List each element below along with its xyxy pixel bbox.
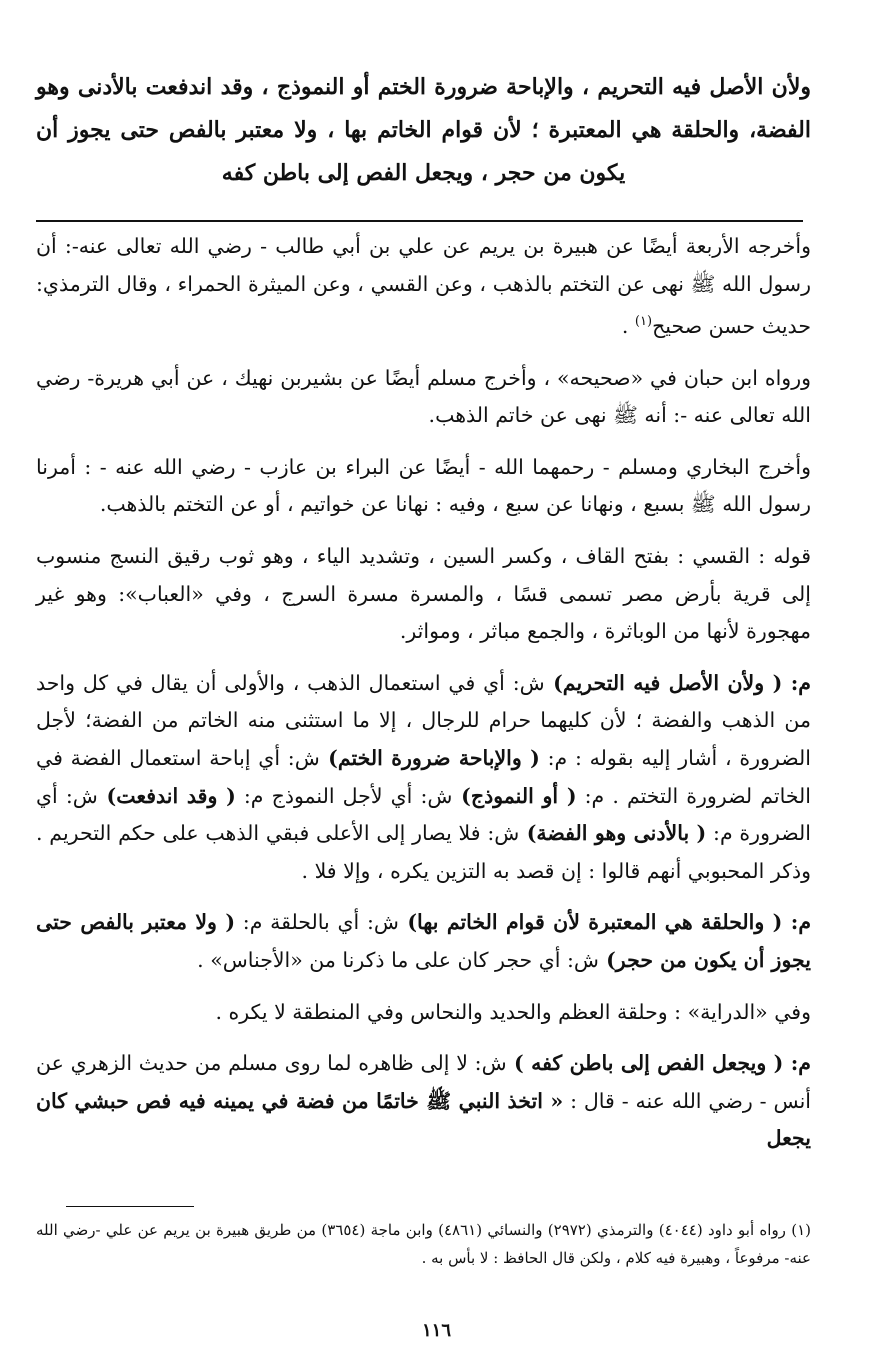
matn-quote: ( والإباحة ضرورة الختم) (319, 745, 540, 770)
paragraph-text: ش: أي الضرورة م: (36, 783, 811, 846)
commentary-paragraph-6 (36, 904, 811, 979)
paragraph-text: . (621, 314, 635, 339)
paragraph-text: ش: لا إلى ظاهره لما روى مسلم من حديث الزهري عن أنس - رضي الله عنه - قال : (36, 1051, 811, 1113)
matn-quote: ( ولا معتبر بالفص حتى يجوز أن يكون من حجر) (36, 910, 811, 972)
paragraph-text: ش: أي لأجل النموذج م: (235, 783, 453, 808)
matn-quote: م: ( ولأن الأصل فيه التحريم) (544, 670, 811, 695)
section-divider (36, 220, 803, 222)
paragraph-text: ش: أي حجر كان على ما ذكرنا من «الأجناس» . (197, 947, 599, 972)
footnote-divider (66, 1206, 194, 1207)
commentary-paragraph-4: قوله : القسي : بفتح القاف ، وكسر السين ، وتشديد الياء ، وهو ثوب رقيق النسج منسوب إلى قرية بأرض مصر تسمى قسًا ، والمسرة مسرة السرج ، وفي «العباب»: وهو غير مهجورة لأنها من الوباثرة ، والجمع مباثر ، ومواثر. (36, 543, 812, 644)
paragraph-text: ش: أي في استعمال الذهب ، والأولى أن يقال في كل واحد من الذهب والفضة ؛ لأن كليهما حرام للرجال ، إلا ما استثنى منه الخاتم من الفضة؛ لأجل الضرورة ، أشار إليه بقوله : م: (36, 670, 811, 770)
commentary-paragraph-3: وأخرج البخاري ومسلم - رحمهما الله - أيضًا عن البراء بن عازب - رضي الله عنه - : أمرنا رسول الله ﷺ بسبع ، ونهانا عن سبع ، وفيه : نهانا عن خواتيم ، أو عن التختم بالذهب. (36, 454, 811, 517)
matn-quote: ( وقد اندفعت) (97, 783, 236, 808)
footnote: (١) رواه أبو داود (٤٠٤٤) والترمذي (٢٩٧٢) والنسائي (٤٨٦١) وابن ماجة (٣٦٥٤) من طريق هبيرة بن يريم عن علي -رضي الله عنه- مرفوعاً ، وهبيرة فيه كلام ، ولكن قال الحافظ : لا بأس به . (36, 1221, 811, 1267)
footnote-reference[interactable]: (١) (634, 314, 653, 330)
paragraph-text: ش: أي بالحلقة م: (235, 910, 399, 935)
commentary-paragraph-5 (36, 665, 811, 891)
matn-quote: م: ( والحلقة هي المعتبرة لأن قوام الخاتم بها) (398, 910, 812, 935)
matn-quote: ( بالأدنى وهو الفضة) (519, 821, 707, 846)
hadith-quote: « اتخذ النبي ﷺ خاتمًا من فضة في يمينه فيه فص حبشي كان يجعل (36, 1088, 811, 1151)
commentary-paragraph-8 (36, 1045, 811, 1158)
page-number: ١١٦ (421, 1320, 451, 1341)
commentary-paragraph-2: ورواه ابن حبان في «صحيحه» ، وأخرج مسلم أيضًا عن بشيربن نهيك ، عن أبي هريرة- رضي الله تعالى عنه -: أنه ﷺ نهى عن خاتم الذهب. (36, 365, 811, 428)
matn-quote: ( أو النموذج) (452, 783, 577, 808)
commentary-paragraph-1 (36, 228, 811, 346)
paragraph-text: ش: فلا يصار إلى الأعلى فبقي الذهب على حكم التحريم . وذكر المحبوبي أنهم قالوا : إن قصد به التزين يكره ، وإلا فلا . (36, 821, 811, 883)
main-text-block: ولأن الأصل فيه التحريم ، والإباحة ضرورة الختم أو النموذج ، وقد اندفعت بالأدنى وهو الفضة، والحلقة هي المعتبرة ؛ لأن قوام الخاتم بها ، ولا معتبر بالفص حتى يجوز أن يكون من حجر ، ويجعل الفص إلى باطن كفه (36, 74, 812, 186)
commentary-block (36, 228, 811, 1172)
paragraph-text: وأخرجه الأربعة أيضًا عن هبيرة بن يريم عن علي بن أبي طالب - رضي الله تعالى عنه-: أن رسول الله ﷺ نهى عن التختم بالذهب ، وعن القسي ، وعن الميثرة الحمراء ، وقال الترمذي: حديث حسن صحيح (36, 234, 811, 339)
commentary-paragraph-7: وفي «الدراية» : وحلقة العظم والحديد والنحاس وفي المنطقة لا يكره . (215, 999, 811, 1024)
matn-quote: م: ( ويجعل الفص إلى باطن كفه ) (506, 1051, 811, 1076)
paragraph-text: ش: أي إباحة استعمال الفضة في الخاتم لضرورة التختم . م: (36, 745, 811, 808)
